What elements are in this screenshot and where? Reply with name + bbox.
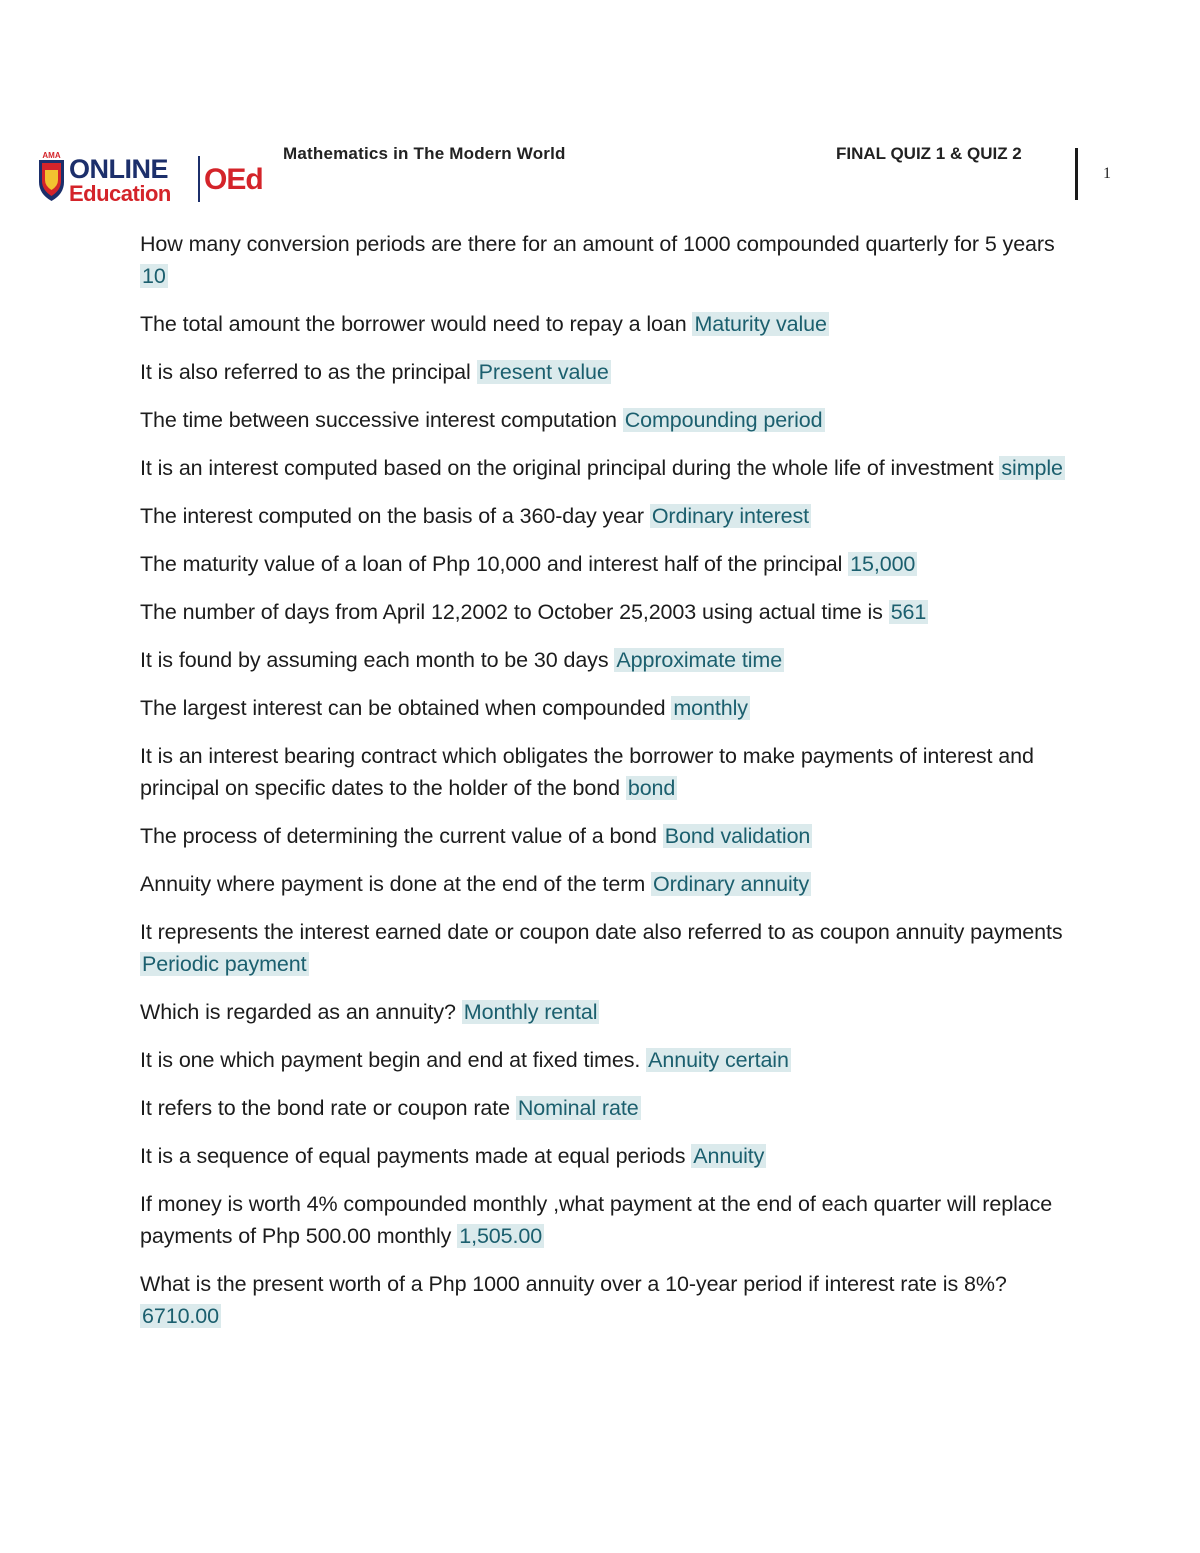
question-text: If money is worth 4% compounded monthly ,what payment at the end of each quarter will replace payments of Php 500.00 monthly xyxy=(140,1192,1053,1248)
ama-seal-icon xyxy=(39,151,64,201)
answer-highlight: Nominal rate xyxy=(517,1096,639,1120)
header-divider xyxy=(1075,148,1078,200)
question-item xyxy=(140,404,1075,436)
question-text: What is the present worth of a Php 1000 annuity over a 10-year period if interest rate is 8%? xyxy=(140,1272,1007,1296)
question-text: The interest computed on the basis of a 360-day year xyxy=(140,504,644,528)
question-item xyxy=(140,692,1075,724)
answer-highlight: 10 xyxy=(142,264,166,288)
answer-highlight: bond xyxy=(627,776,676,800)
question-item xyxy=(140,500,1075,532)
question-item xyxy=(140,996,1075,1028)
brand-top-text: ONLINE xyxy=(69,154,169,184)
question-item xyxy=(140,228,1075,292)
question-item xyxy=(140,356,1075,388)
question-item xyxy=(140,868,1075,900)
answer-highlight: Annuity xyxy=(693,1144,765,1168)
question-item xyxy=(140,1092,1075,1124)
page-number: 1 xyxy=(1103,165,1111,182)
question-item xyxy=(140,740,1075,804)
question-item xyxy=(140,1188,1075,1252)
question-text: It is one which payment begin and end at fixed times. xyxy=(140,1048,641,1072)
question-item xyxy=(140,1140,1075,1172)
question-item xyxy=(140,548,1075,580)
question-item xyxy=(140,1044,1075,1076)
question-text: The total amount the borrower would need to repay a loan xyxy=(140,312,687,336)
brand-bottom-text: Education xyxy=(69,181,171,206)
answer-highlight: Approximate time xyxy=(616,648,783,672)
answer-highlight: Periodic payment xyxy=(142,952,307,976)
brand-short-text: OEd xyxy=(204,163,263,196)
question-item xyxy=(140,308,1075,340)
question-text: The process of determining the current value of a bond xyxy=(140,824,657,848)
question-item xyxy=(140,916,1075,980)
question-text: It refers to the bond rate or coupon rate xyxy=(140,1096,510,1120)
answer-highlight: 6710.00 xyxy=(142,1304,220,1328)
answer-highlight: Compounding period xyxy=(624,408,823,432)
answer-highlight: Bond validation xyxy=(664,824,811,848)
online-education-logo xyxy=(36,148,276,206)
question-text: It is an interest bearing contract which obligates the borrower to make payments of interest and principal on specific dates to the holder of the bond xyxy=(140,744,1034,800)
answer-highlight: 1,505.00 xyxy=(459,1224,543,1248)
question-item xyxy=(140,596,1075,628)
question-text: The time between successive interest computation xyxy=(140,408,617,432)
answer-highlight: 15,000 xyxy=(850,552,916,576)
answer-highlight: Ordinary interest xyxy=(651,504,810,528)
answer-highlight: Ordinary annuity xyxy=(653,872,810,896)
answer-highlight: Maturity value xyxy=(694,312,827,336)
answer-highlight: Annuity certain xyxy=(648,1048,789,1072)
course-title: Mathematics in The Modern World xyxy=(283,144,566,163)
question-item xyxy=(140,1268,1075,1332)
answer-highlight: 561 xyxy=(890,600,927,624)
question-text: It is also referred to as the principal xyxy=(140,360,471,384)
question-item xyxy=(140,820,1075,852)
quiz-title: FINAL QUIZ 1 & QUIZ 2 xyxy=(836,144,1022,163)
question-text: It represents the interest earned date or coupon date also referred to as coupon annuity payments xyxy=(140,920,1063,944)
question-text: The largest interest can be obtained when compounded xyxy=(140,696,666,720)
answer-highlight: simple xyxy=(1001,456,1063,480)
question-item xyxy=(140,644,1075,676)
question-item xyxy=(140,452,1075,484)
question-text: The maturity value of a loan of Php 10,000 and interest half of the principal xyxy=(140,552,843,576)
question-text: The number of days from April 12,2002 to October 25,2003 using actual time is xyxy=(140,600,883,624)
seal-text: AMA xyxy=(42,151,61,160)
question-text: Annuity where payment is done at the end of the term xyxy=(140,872,646,896)
question-list xyxy=(140,228,1075,1348)
question-text: It is found by assuming each month to be 30 days xyxy=(140,648,609,672)
question-text: It is an interest computed based on the original principal during the whole life of investment xyxy=(140,456,994,480)
question-text: How many conversion periods are there for an amount of 1000 compounded quarterly for 5 years xyxy=(140,232,1055,256)
answer-highlight: Present value xyxy=(478,360,609,384)
answer-highlight: monthly xyxy=(673,696,748,720)
question-text: Which is regarded as an annuity? xyxy=(140,1000,456,1024)
answer-highlight: Monthly rental xyxy=(463,1000,598,1024)
question-text: It is a sequence of equal payments made at equal periods xyxy=(140,1144,686,1168)
page-header xyxy=(0,0,1200,215)
